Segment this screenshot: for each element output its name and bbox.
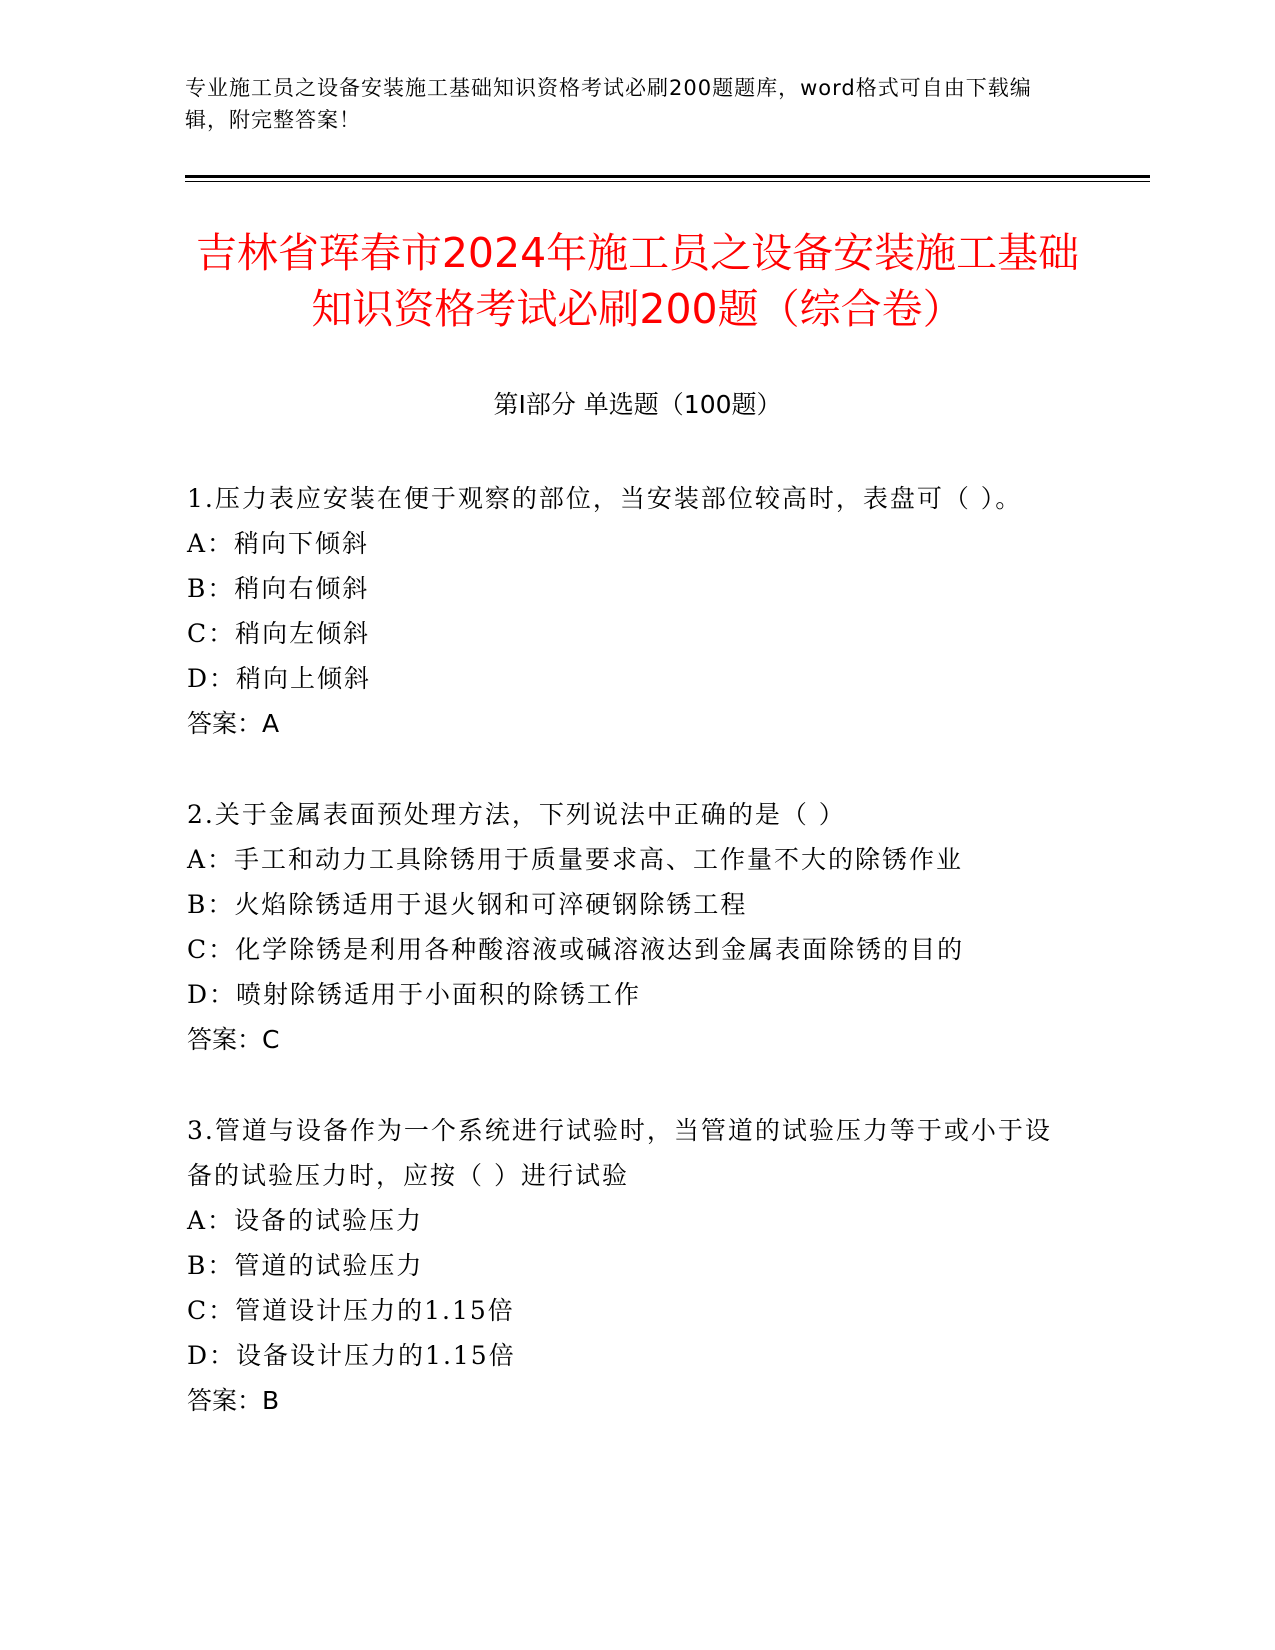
option-c: C：稍向左倾斜 [187, 619, 371, 648]
section-title: 第Ⅰ部分 单选题（100题） [493, 390, 782, 419]
option-b: B：火焰除锈适用于退火钢和可淬硬钢除锈工程 [187, 890, 748, 919]
header-divider-thick [185, 175, 1150, 178]
question-list [187, 476, 1067, 1469]
question-stem: 2.关于金属表面预处理方法，下列说法中正确的是（ ） [187, 800, 846, 829]
question-2 [187, 792, 1067, 1062]
option-a: A：设备的试验压力 [187, 1206, 424, 1235]
header-divider-thin [185, 181, 1150, 182]
option-c: C：化学除锈是利用各种酸溶液或碱溶液达到金属表面除锈的目的 [187, 935, 965, 964]
option-d: D：设备设计压力的1.15倍 [187, 1341, 516, 1370]
question-stem: 1.压力表应安装在便于观察的部位，当安装部位较高时，表盘可（ ）。 [187, 484, 1023, 513]
question-stem: 3.管道与设备作为一个系统进行试验时，当管道的试验压力等于或小于设备的试验压力时，应按（ ）进行试验 [187, 1116, 1052, 1190]
option-b: B：管道的试验压力 [187, 1251, 424, 1280]
option-a: A：手工和动力工具除锈用于质量要求高、工作量不大的除锈作业 [187, 845, 964, 874]
option-d: D：稍向上倾斜 [187, 664, 372, 693]
option-d: D：喷射除锈适用于小面积的除锈工作 [187, 980, 642, 1009]
answer: 答案：B [187, 1386, 280, 1415]
option-c: C：管道设计压力的1.15倍 [187, 1296, 515, 1325]
header-note: 专业施工员之设备安装施工基础知识资格考试必刷200题题库，word格式可自由下载编辑，附完整答案！ [185, 76, 1032, 132]
option-a: A：稍向下倾斜 [187, 529, 370, 558]
question-3 [187, 1108, 1067, 1423]
option-b: B：稍向右倾斜 [187, 574, 370, 603]
answer: 答案：C [187, 1025, 280, 1054]
document-title: 吉林省珲春市2024年施工员之设备安装施工基础知识资格考试必刷200题（综合卷） [195, 229, 1080, 333]
answer: 答案：A [187, 709, 280, 738]
question-1 [187, 476, 1067, 746]
